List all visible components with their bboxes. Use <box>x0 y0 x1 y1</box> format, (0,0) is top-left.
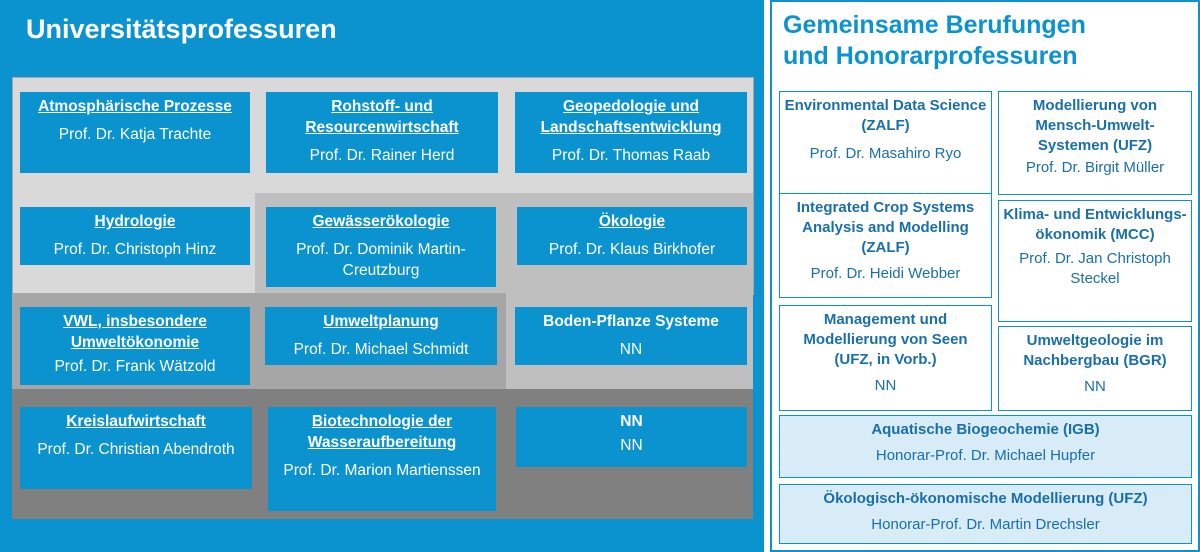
joint-professorship-title: Klima- und Entwicklungs-ökonomik (MCC) <box>1003 206 1187 243</box>
professorship-holder: Prof. Dr. Klaus Birkhofer <box>548 240 716 258</box>
joint-professorship-holder: NN <box>1084 377 1106 395</box>
professorship-title: Boden-Pflanze Systeme <box>543 313 719 330</box>
right-panel-title <box>783 10 1086 73</box>
professorship-box <box>515 307 747 365</box>
professorship-title: Hydrologie <box>94 213 176 230</box>
professorship-holder: Prof. Dr. Rainer Herd <box>309 146 455 164</box>
right-title-line-1: Gemeinsame Berufungen <box>783 11 1086 39</box>
professorship-box <box>516 407 747 467</box>
professorship-holder: Prof. Dr. Dominik Martin-Creutzburg <box>296 240 466 279</box>
joint-professorship-holder: Prof. Dr. Birgit Müller <box>1025 158 1165 176</box>
joint-professorship-box <box>998 326 1192 411</box>
professorship-holder: NN <box>619 340 643 358</box>
professorship-holder: Prof. Dr. Christian Abendroth <box>37 440 235 458</box>
professorship-title: Atmosphärische Prozesse <box>38 98 232 115</box>
honorary-professorship-box <box>779 484 1192 544</box>
professorship-holder: Prof. Dr. Marion Martienssen <box>283 461 481 479</box>
honorary-professorship-title: Aquatische Biogeochemie (IGB) <box>871 421 1100 438</box>
professorship-title: Ökologie <box>598 213 666 230</box>
professorship-title: NN <box>620 413 643 430</box>
joint-professorship-title: Management und Modellierung von Seen (UFZ, in Vorb.) <box>803 311 968 368</box>
joint-professorship-holder: NN <box>874 376 897 394</box>
right-title-line-2: und Honorarprofessuren <box>783 42 1078 71</box>
professorship-box <box>20 307 250 385</box>
professorship-holder: Prof. Dr. Frank Wätzold <box>54 357 216 375</box>
left-panel-title: Universitätsprofessuren <box>26 14 337 44</box>
joint-professorship-box <box>779 305 992 411</box>
joint-professorship-holder: Prof. Dr. Heidi Webber <box>810 264 961 282</box>
honorary-professorship-holder: Honorar-Prof. Dr. Martin Drechsler <box>871 515 1100 533</box>
professorship-title: VWL, insbesondere Umweltökonomie <box>63 313 207 351</box>
professorship-box <box>266 207 496 287</box>
professorship-box <box>517 207 747 265</box>
joint-professorship-holder: Prof. Dr. Jan Christoph Steckel <box>1019 249 1171 287</box>
professorship-box <box>268 407 496 511</box>
joint-professorship-box <box>779 193 992 298</box>
professorship-box <box>20 92 250 173</box>
professorship-box <box>20 207 250 265</box>
professorship-title: Kreislaufwirtschaft <box>66 413 206 430</box>
professorship-holder: Prof. Dr. Christoph Hinz <box>53 240 217 258</box>
professorship-holder: NN <box>620 436 643 454</box>
joint-professorship-holder: Prof. Dr. Masahiro Ryo <box>809 144 962 162</box>
professorship-box <box>266 92 498 173</box>
joint-professorship-box <box>998 91 1192 195</box>
professorship-holder: Prof. Dr. Katja Trachte <box>58 125 212 143</box>
joint-professorship-title: Integrated Crop Systems Analysis and Modelling (ZALF) <box>796 199 975 256</box>
honorary-professorship-box <box>779 415 1192 478</box>
professorship-holder: Prof. Dr. Thomas Raab <box>551 146 711 164</box>
joint-professorship-title: Modellierung von Mensch-Umwelt-Systemen (UFZ) <box>1032 97 1158 154</box>
professorship-title: Rohstoff- und Resourcenwirtschaft <box>305 98 459 136</box>
honorary-professorship-holder: Honorar-Prof. Dr. Michael Hupfer <box>875 446 1096 464</box>
joint-professorship-box <box>998 200 1192 322</box>
joint-professorship-title: Umweltgeologie im Nachbergbau (BGR) <box>1023 332 1167 369</box>
professorship-holder: Prof. Dr. Michael Schmidt <box>293 340 469 358</box>
professorship-title: Gewässerökologie <box>312 213 450 230</box>
professorship-title: Geopedologie und Landschaftsentwicklung <box>540 98 722 136</box>
professorship-title: Umweltplanung <box>323 313 439 330</box>
professorship-box <box>515 92 747 173</box>
honorary-professorship-title: Ökologisch-ökonomische Modellierung (UFZ) <box>823 490 1148 507</box>
professorship-box <box>265 307 497 365</box>
professorship-title: Biotechnologie der Wasseraufbereitung <box>307 413 457 451</box>
professorship-box <box>20 407 252 489</box>
joint-professorship-title: Environmental Data Science (ZALF) <box>784 97 987 134</box>
joint-professorship-box <box>779 91 992 195</box>
